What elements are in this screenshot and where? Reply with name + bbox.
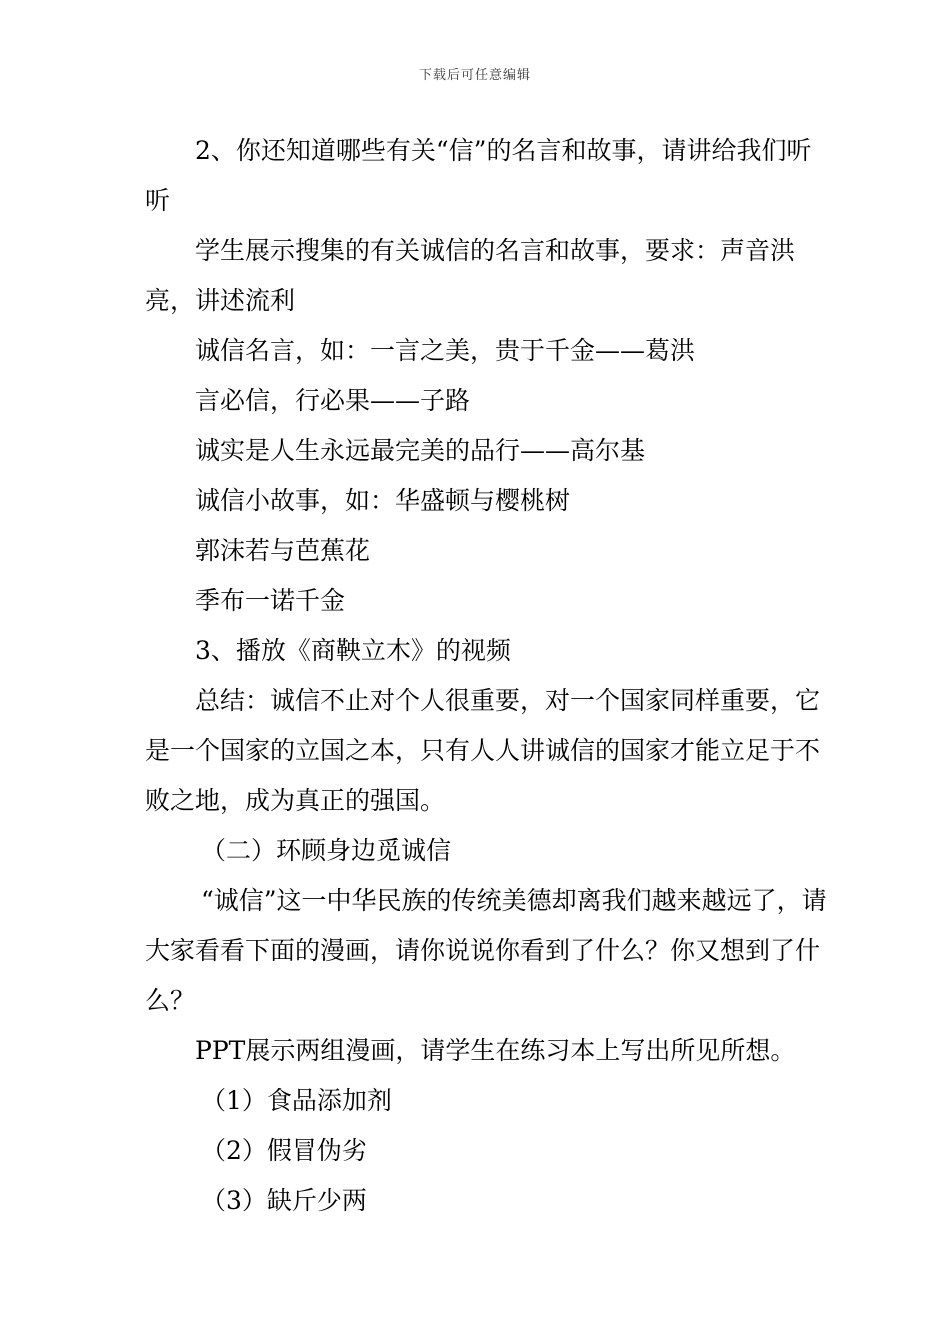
paragraph-quote-1: 诚信名言，如：一言之美，贵于千金——葛洪	[195, 336, 696, 365]
paragraph-video: 3、播放《商鞅立木》的视频	[195, 636, 511, 665]
paragraph-quote-2: 言必信，行必果——子路	[195, 386, 471, 415]
paragraph-story-3: 季布一诺千金	[195, 586, 346, 615]
list-item-3: （3）缺斤少两	[201, 1186, 367, 1215]
section-heading-2: （二）环顾身边觅诚信	[201, 836, 452, 865]
list-item-2: （2）假冒伪劣	[201, 1136, 367, 1165]
paragraph-comic-intro: “诚信”这一中华民族的传统美德却离我们越来越远了，请大家看看下面的漫画，请你说说你看到了什么？你又想到了什么？	[145, 886, 827, 1015]
list-item-1: （1）食品添加剂	[201, 1086, 392, 1115]
page-header: 下载后可任意编辑	[418, 68, 531, 83]
paragraph-question-2: 2、你还知道哪些有关“信”的名言和故事，请讲给我们听听	[145, 136, 812, 215]
paragraph-story-1: 诚信小故事，如：华盛顿与樱桃树	[195, 486, 571, 515]
paragraph-quote-3: 诚实是人生永远最完美的品行——高尔基	[195, 436, 646, 465]
paragraph-summary: 总结：诚信不止对个人很重要，对一个国家同样重要，它是一个国家的立国之本，只有人人讲诚信的国家才能立足于不败之地，成为真正的强国。	[145, 686, 821, 815]
document-body	[145, 126, 835, 1226]
paragraph-story-2: 郭沫若与芭蕉花	[195, 536, 371, 565]
paragraph-ppt: PPT展示两组漫画，请学生在练习本上写出所见所想。	[195, 1036, 796, 1065]
paragraph-student-show: 学生展示搜集的有关诚信的名言和故事，要求：声音洪亮，讲述流利	[145, 236, 796, 315]
